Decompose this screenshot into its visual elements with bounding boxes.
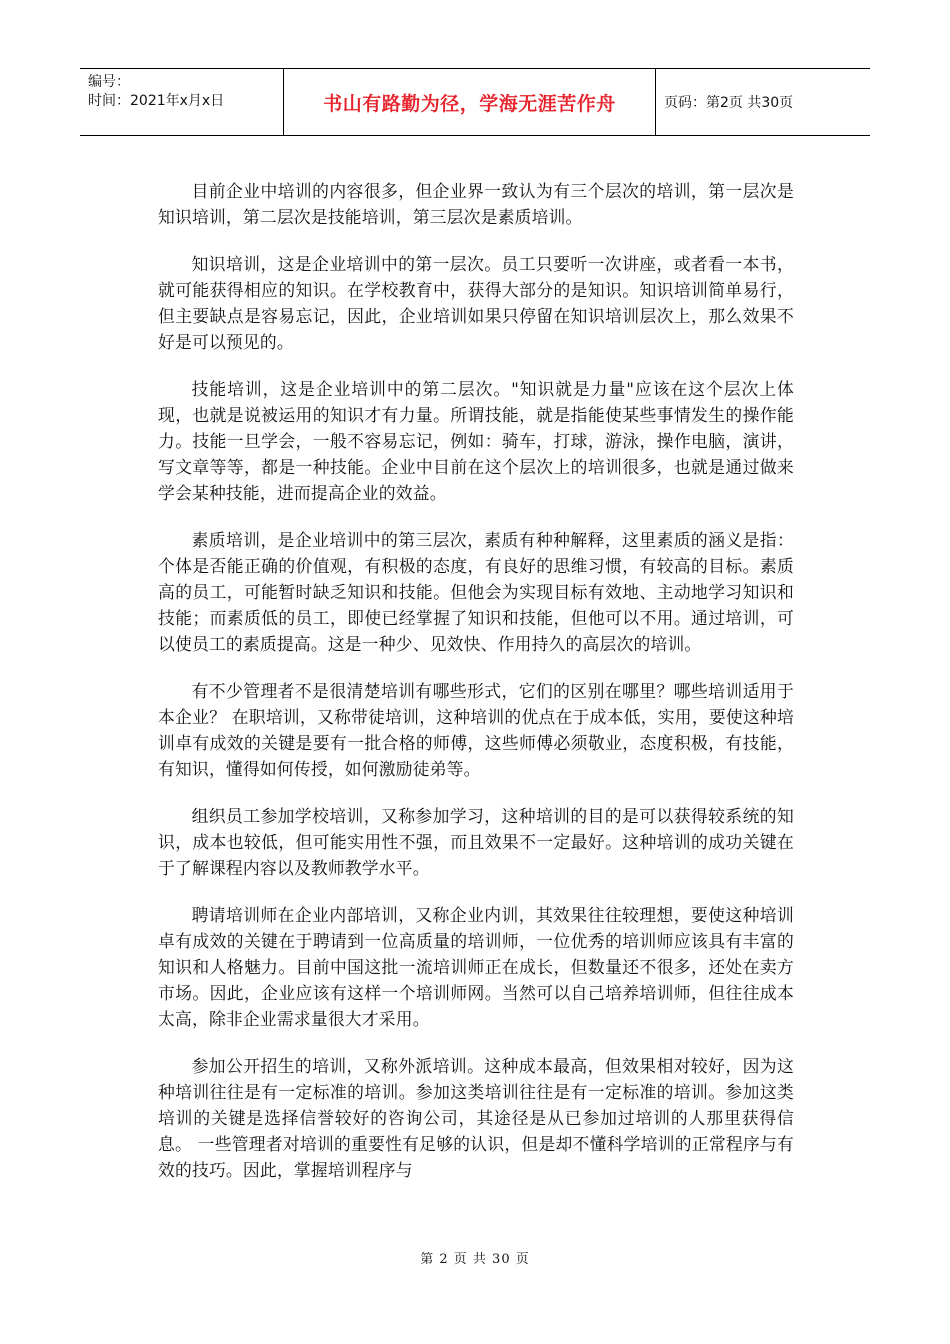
footer-page-number: 第 2 页 共 30 页	[420, 1252, 530, 1267]
paragraph: 知识培训，这是企业培训中的第一层次。员工只要听一次讲座，或者看一本书，就可能获得相应的知识。在学校教育中，获得大部分的是知识。知识培训简单易行，但主要缺点是容易忘记，因此，企业培训如果只停留在知识培训层次上，那么效果不好是可以预见的。	[158, 254, 794, 352]
paragraph: 组织员工参加学校培训，又称参加学习，这种培训的目的是可以获得较系统的知识，成本也较低，但可能实用性不强，而且效果不一定最好。这种培训的成功关键在于了解课程内容以及教师教学水平。	[158, 806, 794, 878]
paragraph: 目前企业中培训的内容很多，但企业界一致认为有三个层次的培训，第一层次是知识培训，第二层次是技能培训，第三层次是素质培训。	[158, 181, 794, 227]
page-footer	[0, 1248, 950, 1267]
page-info-text: 页码：第2页 共30页	[664, 95, 794, 111]
motto-text: 书山有路勤为径，学海无涯苦作舟	[323, 92, 616, 115]
header-motto-cell	[284, 69, 656, 135]
document-header	[80, 68, 870, 136]
header-meta	[80, 69, 284, 135]
paragraph: 技能培训，这是企业培训中的第二层次。"知识就是力量"应该在这个层次上体现，也就是说被运用的知识才有力量。所谓技能，就是指能使某些事情发生的操作能力。技能一旦学会，一般不容易忘记，例如：骑车，打球，游泳，操作电脑，演讲，写文章等等，都是一种技能。企业中目前在这个层次上的培训很多，也就是通过做来学会某种技能，进而提高企业的效益。	[158, 379, 794, 503]
time-label: 时间：2021年x月x日	[88, 93, 225, 109]
number-label: 编号：	[88, 74, 130, 90]
paragraph: 参加公开招生的培训，又称外派培训。这种成本最高，但效果相对较好，因为这种培训往往是有一定标准的培训。参加这类培训往往是有一定标准的培训。参加这类培训的关键是选择信誉较好的咨询公司，其途径是从已参加过培训的人那里获得信息。 一些管理者对培训的重要性有足够的认识，但是却不懂科学培训的正常程序与有效的技巧。因此，掌握培训程序与	[158, 1056, 794, 1180]
document-body	[158, 178, 794, 1183]
paragraph: 有不少管理者不是很清楚培训有哪些形式，它们的区别在哪里？哪些培训适用于本企业？ 在职培训，又称带徒培训，这种培训的优点在于成本低，实用，要使这种培训卓有成效的关键是要有一批合格的师傅，这些师傅必须敬业，态度积极，有技能，有知识，懂得如何传授，如何激励徒弟等。	[158, 681, 794, 779]
paragraph: 聘请培训师在企业内部培训，又称企业内训，其效果往往较理想，要使这种培训卓有成效的关键在于聘请到一位高质量的培训师，一位优秀的培训师应该具有丰富的知识和人格魅力。目前中国这批一流培训师正在成长，但数量还不很多，还处在卖方市场。因此，企业应该有这样一个培训师网。当然可以自己培养培训师，但往往成本太高，除非企业需求量很大才采用。	[158, 905, 794, 1029]
paragraph: 素质培训，是企业培训中的第三层次，素质有种种解释，这里素质的涵义是指：个体是否能正确的价值观，有积极的态度，有良好的思维习惯，有较高的目标。素质高的员工，可能暂时缺乏知识和技能。但他会为实现目标有效地、主动地学习知识和技能；而素质低的员工，即使已经掌握了知识和技能，但他可以不用。通过培训，可以使员工的素质提高。这是一种少、见效快、作用持久的高层次的培训。	[158, 530, 794, 654]
header-page-info	[656, 69, 870, 135]
